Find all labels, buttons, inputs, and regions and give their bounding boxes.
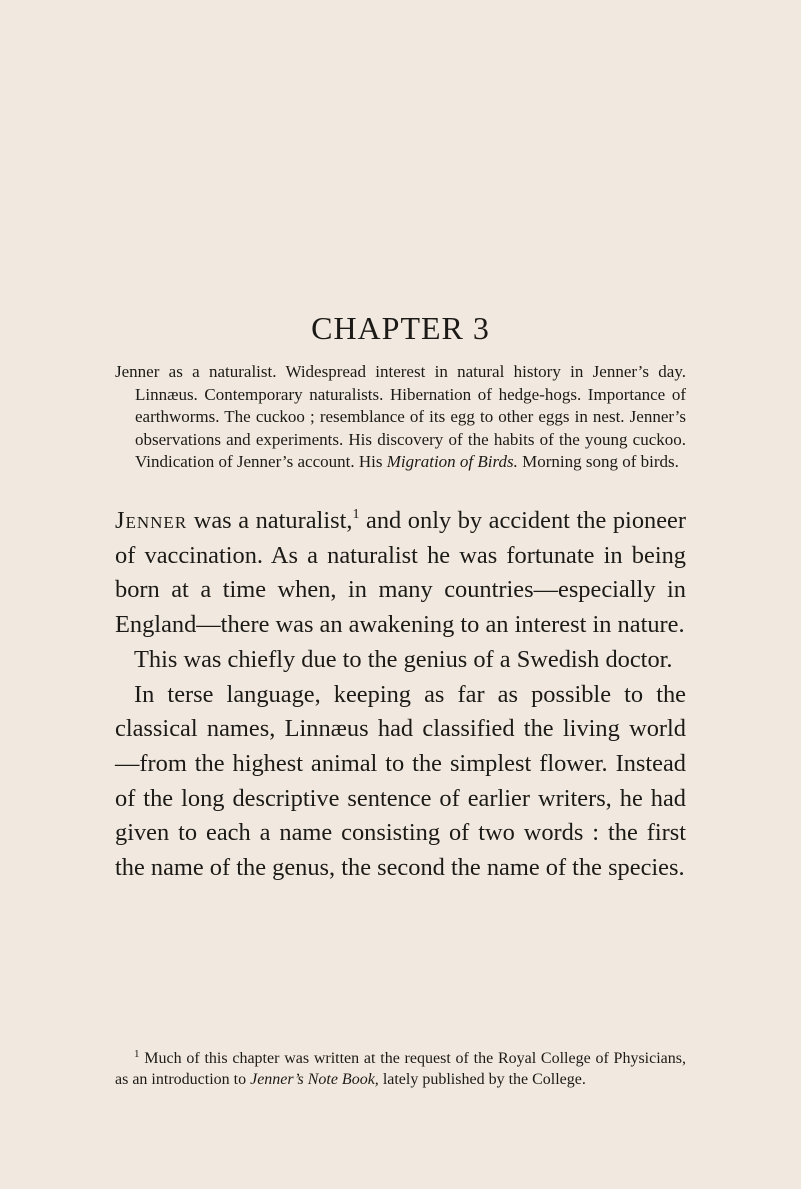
paragraph-3: In terse language, keeping as far as possible to the classical names, Linnæus had classified the living world—from the highest animal to the simplest flower. Instead of the long descriptive sentence of earlier writers, he had given to each a name consisting of two words : the first the name of the genus, the second the name of the species. [115,680,686,882]
paragraph-1 [115,504,686,643]
lead-word: Jenner [115,507,188,534]
footnote-number: 1 [134,1048,140,1060]
main-text [115,504,686,886]
summary-text-end: Morning song of birds. [517,452,679,472]
paragraph-1-text-a: was a naturalist, [187,507,353,534]
paragraph-1-text-b: and only by accident the pioneer of vaccination. As a naturalist he was fortunate in being born at a time when, in many countries—especially in England—there was an awakening to an interest in nature. [115,507,686,639]
footnote-text-end: lately published by the College. [378,1071,586,1088]
chapter-title: CHAPTER 3 [311,310,490,346]
paragraph-2: This was chiefly due to the genius of a Swedish doctor. [134,645,673,673]
footnote [115,1048,686,1090]
summary-italic-title: Migration of Birds. [386,452,518,472]
footnote-text: Much of this chapter was written at the request of the Royal College of Physicians, as an introduction to [115,1050,686,1088]
footnote-italic-title: Jenner’s Note Book, [250,1071,379,1088]
footnote-marker: 1 [352,507,360,522]
summary-text: Jenner as a naturalist. Widespread interest in natural history in Jenner’s day. Linnæus. Contemporary naturalists. Hibernation of hedge-hogs. Importance of earthworms. The cuckoo ; resemblance of its egg to other eggs in nest. Jenner’s observations and experiments. His discovery of the habits of the young cuckoo. Vindication of Jenner’s account. His [115,362,686,472]
chapter-summary [115,361,686,474]
